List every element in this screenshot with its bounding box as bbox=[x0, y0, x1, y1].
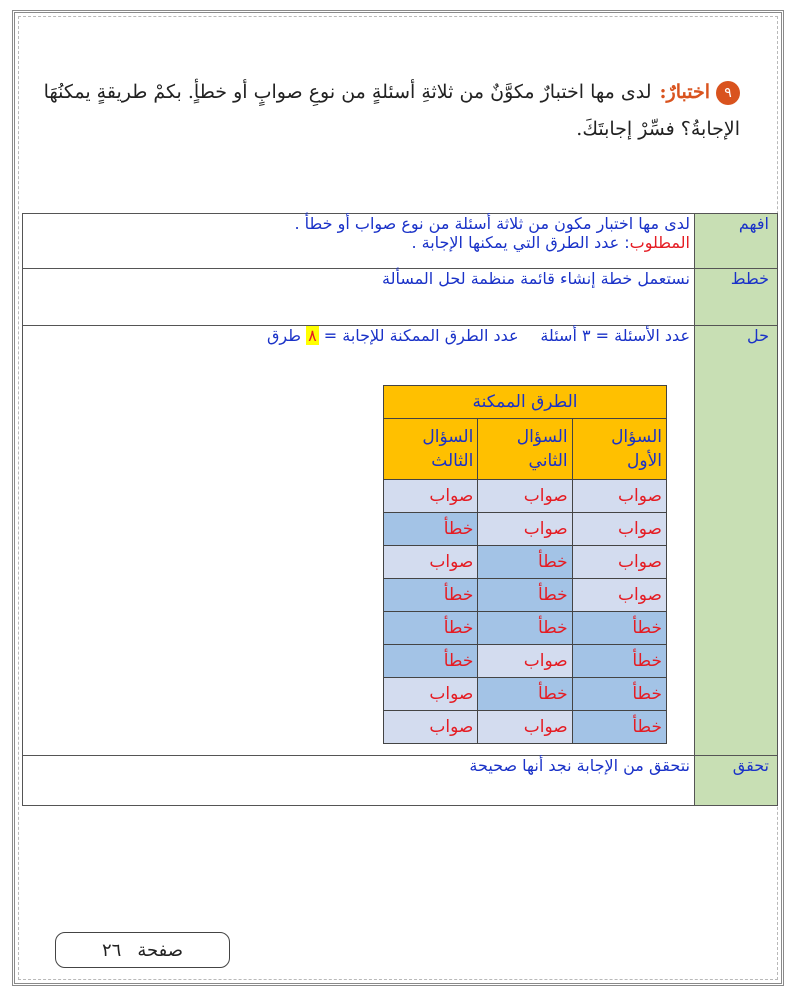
answer-cell: خطأ bbox=[384, 612, 478, 645]
answer-cell: خطأ bbox=[572, 678, 666, 711]
answer-cell: خطأ bbox=[572, 612, 666, 645]
answer-cell: خطأ bbox=[384, 513, 478, 546]
page-number: ٢٦ bbox=[102, 939, 122, 961]
answer-cell: خطأ bbox=[384, 645, 478, 678]
page-number-box bbox=[55, 932, 230, 968]
problem-text: لدى مها اختبارٌ مكوَّنٌ من ثلاثةِ أسئلةٍ من نوعِ صوابٍ أو خطأٍ. بكمْ طريقةٍ يمكنُهَا الإجابةُ؟ فسِّرْ إجابتَكَ. bbox=[43, 81, 740, 140]
header-question-3: السؤال الثالث bbox=[384, 419, 478, 480]
answer-cell: خطأ bbox=[478, 546, 572, 579]
answer-cell: صواب bbox=[478, 711, 572, 744]
header-question-2: السؤال الثاني bbox=[478, 419, 572, 480]
label-solve: حل bbox=[695, 326, 778, 756]
possible-ways-table bbox=[383, 385, 667, 744]
answer-cell: صواب bbox=[478, 480, 572, 513]
table-row bbox=[384, 645, 667, 678]
answer-cell: صواب bbox=[384, 678, 478, 711]
row-plan bbox=[23, 269, 778, 326]
ways-table-title: الطرق الممكنة bbox=[384, 386, 667, 419]
answer-cell: خطأ bbox=[572, 711, 666, 744]
required-text: : عدد الطرق التي يمكنها الإجابة . bbox=[411, 233, 630, 252]
problem-title: اختبارٌ: bbox=[659, 81, 710, 103]
questions-count: عدد الأسئلة = ٣ أسئلة bbox=[540, 326, 690, 345]
label-understand: افهم bbox=[695, 214, 778, 269]
answer-cell: صواب bbox=[384, 480, 478, 513]
answer-cell: صواب bbox=[384, 546, 478, 579]
label-check: تحقق bbox=[695, 756, 778, 806]
answer-cell: خطأ bbox=[478, 678, 572, 711]
content-understand bbox=[23, 214, 695, 269]
answer-cell: خطأ bbox=[572, 645, 666, 678]
ways-count-value: ٨ bbox=[308, 326, 317, 345]
row-check bbox=[23, 756, 778, 806]
content-check: نتحقق من الإجابة نجد أنها صحيحة bbox=[23, 756, 695, 806]
answer-cell: صواب bbox=[572, 579, 666, 612]
table-row bbox=[384, 480, 667, 513]
problem-statement bbox=[40, 74, 740, 148]
table-row bbox=[384, 678, 667, 711]
label-plan: خطط bbox=[695, 269, 778, 326]
answer-cell: خطأ bbox=[478, 579, 572, 612]
header-question-1: السؤال الأول bbox=[572, 419, 666, 480]
table-row bbox=[384, 546, 667, 579]
table-row bbox=[384, 579, 667, 612]
answer-cell: صواب bbox=[572, 513, 666, 546]
table-row bbox=[384, 513, 667, 546]
answer-cell: صواب bbox=[572, 546, 666, 579]
content-plan: نستعمل خطة إنشاء قائمة منظمة لحل المسألة bbox=[23, 269, 695, 326]
understand-line: لدى مها اختبار مكون من ثلاثة أسئلة من نوع صواب أو خطأ . bbox=[294, 214, 690, 233]
table-row bbox=[384, 612, 667, 645]
answer-cell: صواب bbox=[384, 711, 478, 744]
ways-count: عدد الطرق الممكنة للإجابة = ٨ طرق bbox=[267, 326, 519, 345]
answer-cell: صواب bbox=[572, 480, 666, 513]
answer-cell: خطأ bbox=[478, 612, 572, 645]
answer-cell: صواب bbox=[478, 513, 572, 546]
table-row bbox=[384, 711, 667, 744]
answer-cell: صواب bbox=[478, 645, 572, 678]
problem-number-badge: ٩ bbox=[716, 81, 740, 105]
row-understand bbox=[23, 214, 778, 269]
required-label: المطلوب bbox=[629, 233, 690, 252]
answer-cell: خطأ bbox=[384, 579, 478, 612]
page-label: صفحة bbox=[137, 939, 184, 961]
